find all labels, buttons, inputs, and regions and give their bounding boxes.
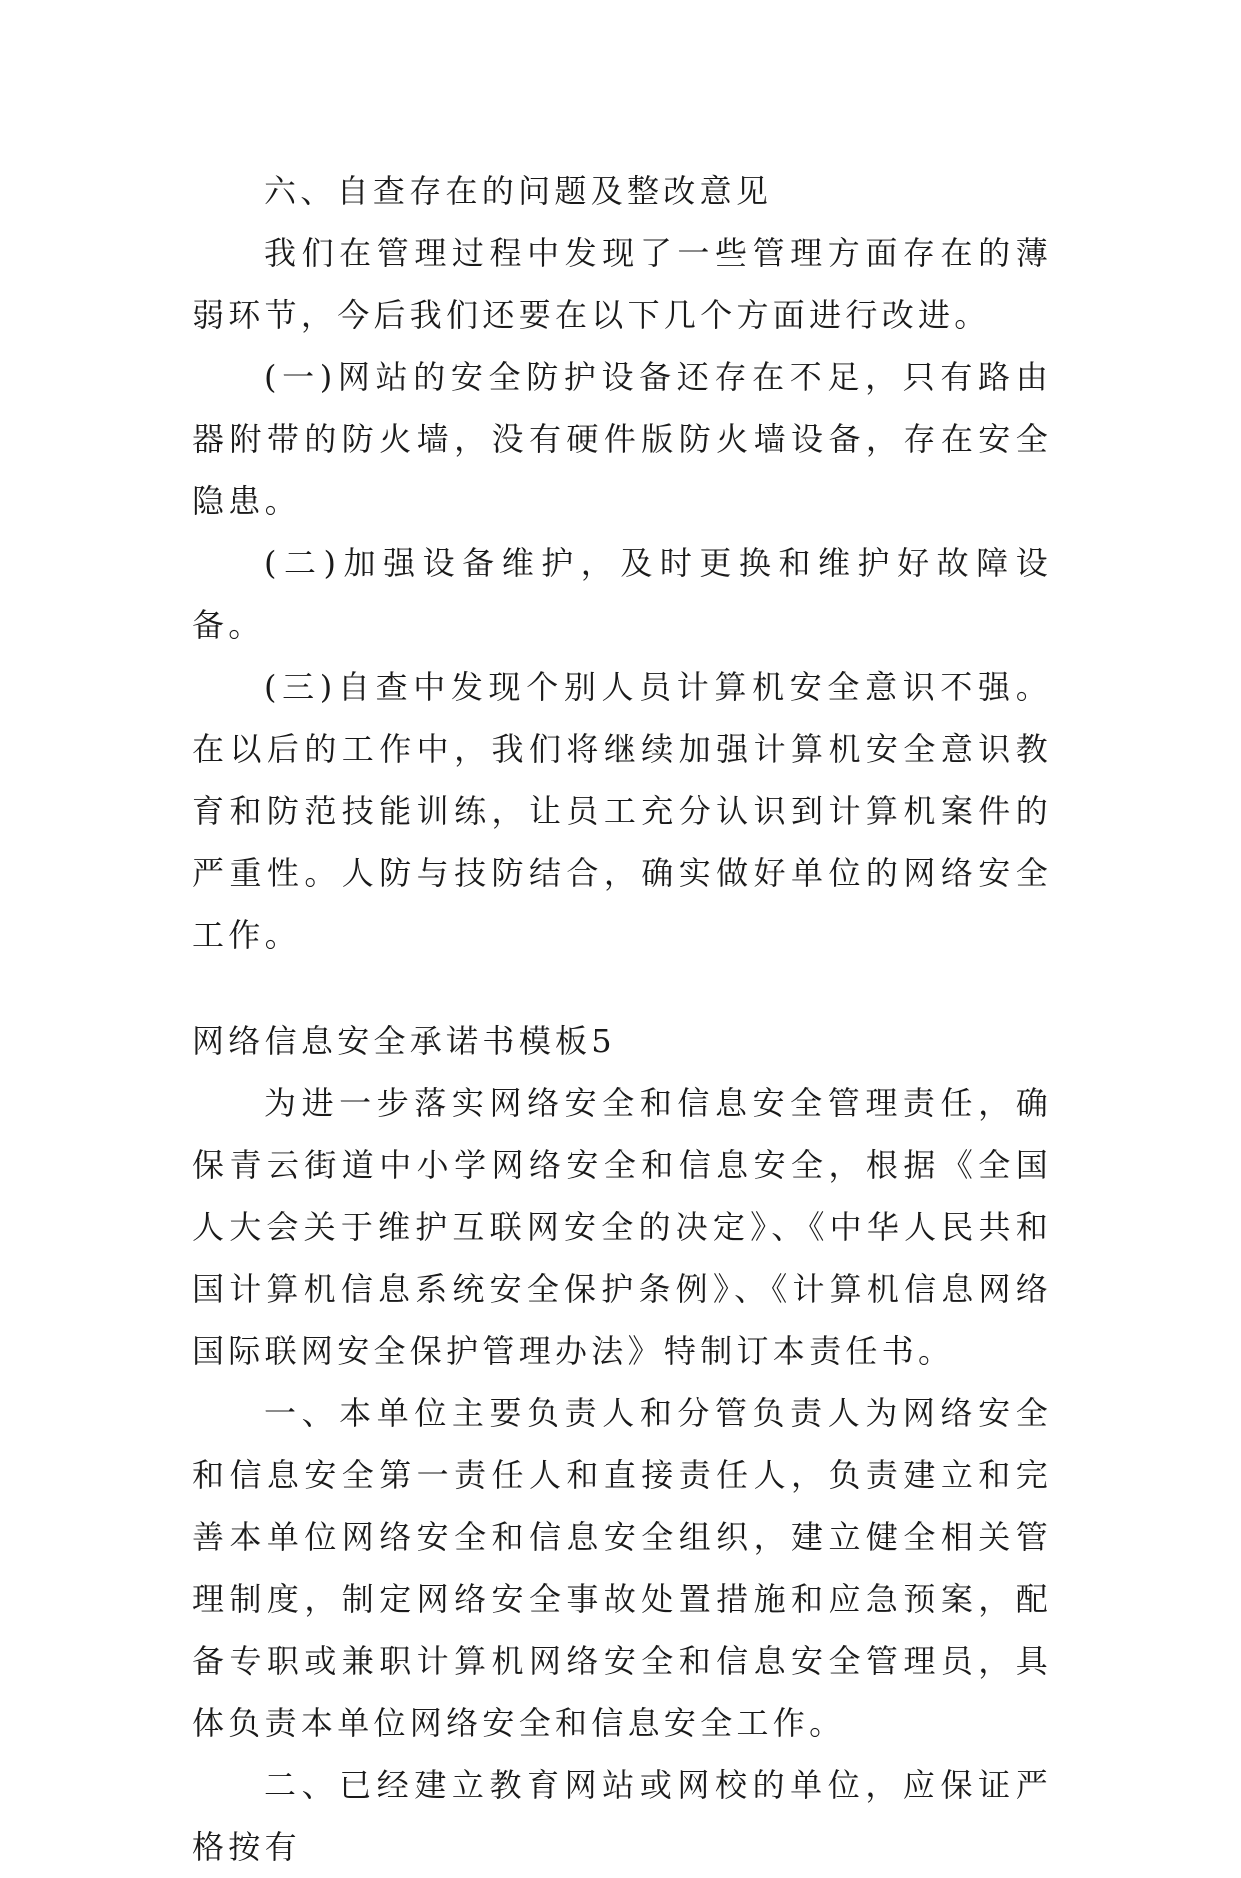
- improvement-item-2: (二)加强设备维护，及时更换和维护好故障设备。: [192, 544, 1052, 644]
- template-clause-2: 二、已经建立教育网站或网校的单位，应保证严格按有: [192, 1766, 1052, 1866]
- document-body: [192, 160, 1052, 1878]
- improvement-item-1: (一)网站的安全防护设备还存在不足，只有路由器附带的防火墙，没有硬件版防火墙设备，存在安全隐患。: [192, 358, 1052, 520]
- template-title: 网络信息安全承诺书模板5: [192, 1022, 616, 1060]
- improvement-item-3: (三)自查中发现个别人员计算机安全意识不强。在以后的工作中，我们将继续加强计算机安全意识教育和防范技能训练，让员工充分认识到计算机案件的严重性。人防与技防结合，确实做好单位的网络安全工作。: [192, 668, 1052, 954]
- section-intro-paragraph: 我们在管理过程中发现了一些管理方面存在的薄弱环节，今后我们还要在以下几个方面进行改进。: [192, 234, 1052, 334]
- section-heading: 六、自查存在的问题及整改意见: [264, 172, 773, 210]
- template-intro-paragraph: 为进一步落实网络安全和信息安全管理责任，确保青云街道中小学网络安全和信息安全，根据《全国人大会关于维护互联网安全的决定》、《中华人民共和国计算机信息系统安全保护条例》、《计算机信息网络国际联网安全保护管理办法》特制订本责任书。: [192, 1084, 1052, 1370]
- template-clause-1: 一、本单位主要负责人和分管负责人为网络安全和信息安全第一责任人和直接责任人，负责建立和完善本单位网络安全和信息安全组织，建立健全相关管理制度，制定网络安全事故处置措施和应急预案，配备专职或兼职计算机网络安全和信息安全管理员，具体负责本单位网络安全和信息安全工作。: [192, 1394, 1052, 1742]
